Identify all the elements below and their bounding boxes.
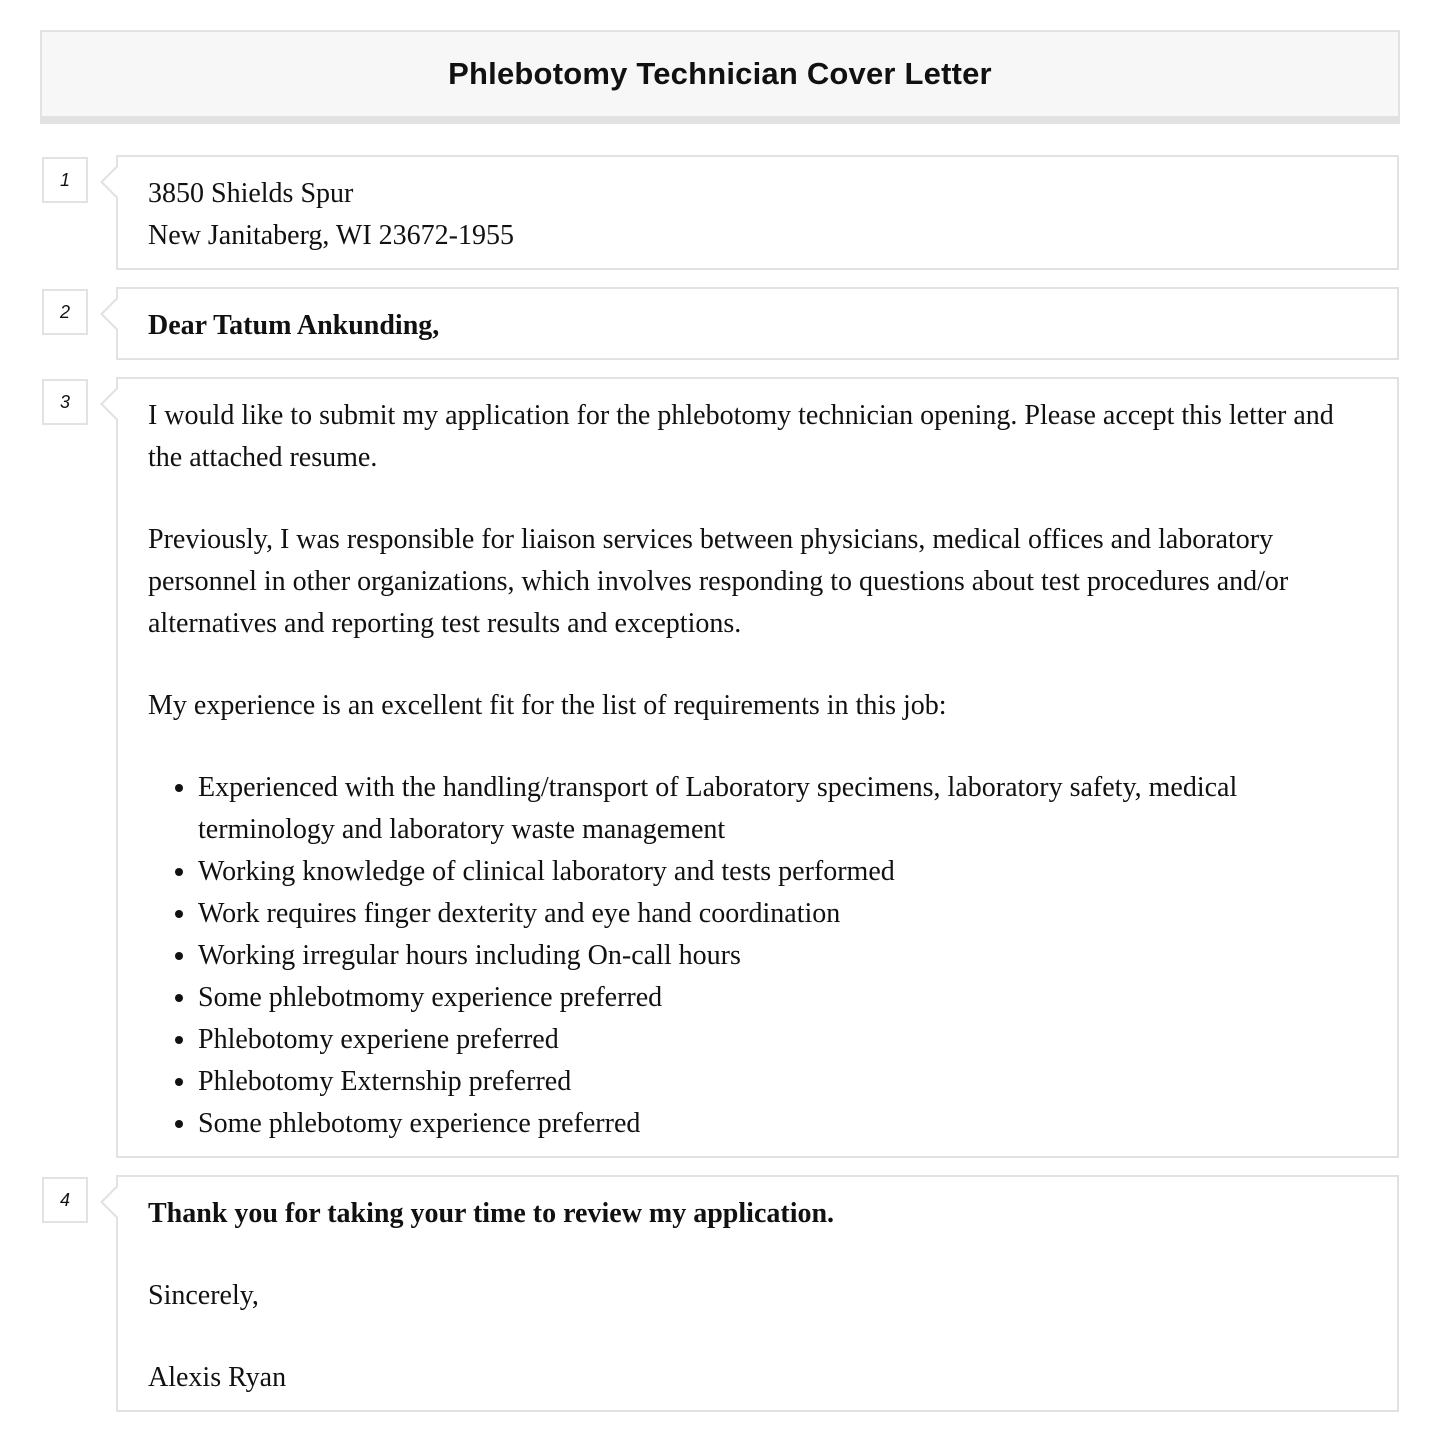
experience-paragraph: Previously, I was responsible for liaison services between physicians, medical offices and laboratory personnel in other organizations, which involves responding to questions about test procedures and/or alternatives and reporting test results and exceptions.	[148, 524, 1289, 639]
requirements-list	[148, 767, 1367, 1145]
closing-block	[116, 1175, 1399, 1412]
body-block	[116, 377, 1399, 1158]
signature-name: Alexis Ryan	[148, 1362, 287, 1393]
list-item: • Phlebotomy experiene preferred	[198, 1019, 1367, 1061]
list-item: • Working knowledge of clinical laboratory and tests performed	[198, 851, 1367, 893]
section-number-2: 2	[42, 289, 88, 335]
closing-salutation: Sincerely,	[148, 1280, 259, 1311]
page-title: Phlebotomy Technician Cover Letter	[448, 56, 992, 91]
section-number-3: 3	[42, 379, 88, 425]
list-item: • Some phlebotmomy experience preferred	[198, 977, 1367, 1019]
section-number-4: 4	[42, 1177, 88, 1223]
address-line-2: New Janitaberg, WI 23672-1955	[148, 220, 514, 251]
greeting-block	[116, 287, 1399, 360]
list-item: • Phlebotomy Externship preferred	[198, 1061, 1367, 1103]
list-item: • Experienced with the handling/transport of Laboratory specimens, laboratory safety, medical terminology and laboratory waste management	[198, 767, 1367, 851]
fit-statement: My experience is an excellent fit for the list of requirements in this job:	[148, 690, 947, 721]
address-block	[116, 155, 1399, 270]
letter-header	[40, 30, 1400, 124]
greeting-text: Dear Tatum Ankunding,	[148, 310, 440, 341]
list-item: • Working irregular hours including On-call hours	[198, 935, 1367, 977]
thank-you-text: Thank you for taking your time to review my application.	[148, 1198, 835, 1229]
section-number-1: 1	[42, 157, 88, 203]
address-line-1: 3850 Shields Spur	[148, 178, 354, 209]
list-item: • Work requires finger dexterity and eye hand coordination	[198, 893, 1367, 935]
list-item: • Some phlebotomy experience preferred	[198, 1103, 1367, 1145]
intro-paragraph: I would like to submit my application for the phlebotomy technician opening. Please accept this letter and the attached resume.	[148, 400, 1334, 473]
